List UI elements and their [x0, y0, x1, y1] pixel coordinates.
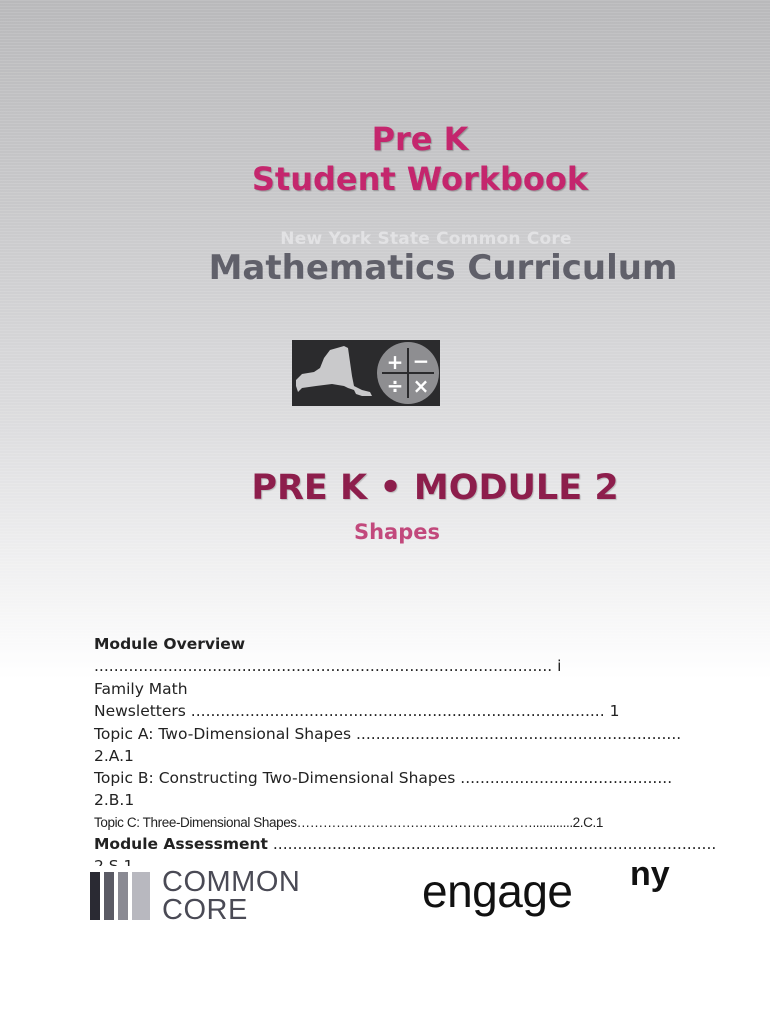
module-subtitle: Shapes	[353, 520, 441, 544]
module-title: PRE K • MODULE 2	[251, 468, 619, 508]
toc-family-leader: Newsletters .................................................................................... 1	[94, 702, 620, 720]
minus-symbol: −	[412, 349, 430, 373]
workbook-title-line1: Pre K	[371, 120, 469, 158]
common-core-text-line1: COMMON	[162, 866, 301, 898]
engageny-logo	[418, 855, 676, 922]
nys-math-logo	[292, 340, 440, 406]
math-operations-icon	[292, 340, 440, 406]
common-core-text-line2: CORE	[162, 894, 248, 926]
toc-topic-c: Topic C: Three-Dimensional Shapes………………………………………………............2.C.1	[94, 815, 603, 830]
toc-topic-b-page: 2.B.1	[94, 791, 135, 809]
plus-symbol: +	[386, 350, 404, 374]
workbook-title-line2: Student Workbook	[251, 160, 589, 198]
toc-overview-label: Module Overview	[94, 635, 246, 653]
times-symbol: ×	[412, 374, 430, 398]
toc-topic-b: Topic B: Constructing Two-Dimensional Shapes ...........................................	[94, 769, 673, 787]
toc-topic-a: Topic A: Two-Dimensional Shapes ..................................................................	[94, 725, 682, 743]
ny-text: ny	[630, 855, 670, 893]
common-core-logo	[88, 866, 332, 926]
curriculum-title: Mathematics Curriculum	[208, 248, 678, 288]
toc-family-label: Family Math	[94, 680, 188, 698]
toc-assessment: Module Assessment ..........................................................................................	[94, 835, 717, 853]
toc-overview-leader: ............................................................................................. i	[94, 657, 562, 675]
engage-text: engage	[422, 865, 573, 917]
toc-topic-a-page: 2.A.1	[94, 747, 134, 765]
divide-symbol: ÷	[386, 374, 404, 398]
state-label: New York State Common Core	[280, 229, 572, 249]
